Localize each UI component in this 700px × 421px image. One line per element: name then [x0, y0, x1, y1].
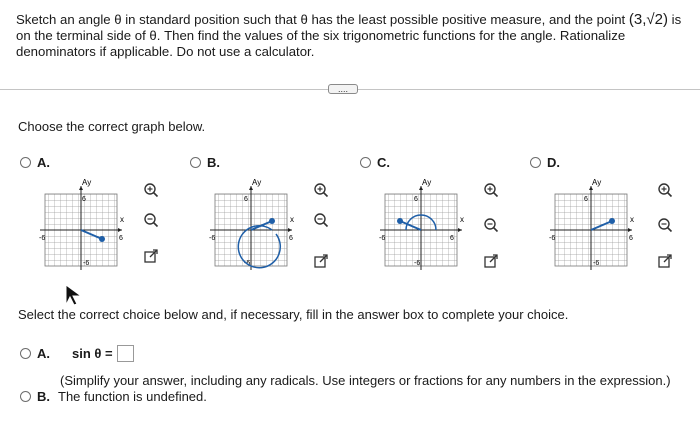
graph-b [206, 176, 296, 272]
y-axis-label: Ay [82, 178, 92, 187]
external-link-icon[interactable] [656, 252, 674, 270]
graph-option-c[interactable] [360, 155, 390, 170]
answer-a-letter: A. [37, 346, 50, 361]
select-prompt: Select the correct choice below and, if necessary, fill in the answer box to complete your choice. [18, 307, 569, 322]
graph-option-d[interactable] [530, 155, 560, 170]
x-arrow-icon [288, 228, 292, 232]
answer-choice-a[interactable] [20, 345, 134, 362]
option-c-label: C. [377, 155, 390, 170]
tick-label-y-pos: 6 [82, 196, 86, 203]
terminal-point [609, 218, 615, 224]
answer-b-letter: B. [37, 389, 50, 404]
radio-d[interactable] [530, 157, 541, 168]
tick-label-x-pos: 6 [450, 235, 454, 242]
option-d-label: D. [547, 155, 560, 170]
choose-prompt: Choose the correct graph below. [18, 119, 206, 134]
answer-b-text: The function is undefined. [58, 389, 207, 404]
graph-c [376, 176, 466, 272]
external-link-icon[interactable] [142, 247, 160, 265]
zoom-in-icon[interactable] [312, 181, 330, 199]
tick-label-x-pos: 6 [289, 235, 293, 242]
tick-label-y-neg: -6 [414, 260, 421, 267]
answer-hint: (Simplify your answer, including any radicals. Use integers or fractions for any numbers in the expression.) [60, 373, 671, 388]
graph-option-a[interactable] [20, 155, 50, 170]
radio-b[interactable] [190, 157, 201, 168]
problem-point: (3,√2) [628, 11, 668, 28]
tick-label-y-pos: 6 [584, 196, 588, 203]
x-axis-label: x [460, 215, 464, 224]
x-arrow-icon [118, 228, 122, 232]
more-button[interactable]: .... [328, 84, 358, 94]
terminal-point [269, 218, 275, 224]
problem-statement [16, 12, 696, 60]
graph-d [546, 176, 636, 272]
x-arrow-icon [628, 228, 632, 232]
tick-label-x-neg: -6 [379, 235, 386, 242]
tick-label-x-neg: -6 [209, 235, 216, 242]
terminal-point [397, 218, 403, 224]
external-link-icon[interactable] [312, 252, 330, 270]
graph-option-b[interactable] [190, 155, 220, 170]
cursor-arrow-icon [62, 283, 84, 307]
x-axis-label: x [630, 215, 634, 224]
external-link-icon[interactable] [482, 252, 500, 270]
tick-label-y-neg: -6 [244, 260, 251, 267]
graph-a [36, 176, 126, 272]
answer-input[interactable] [117, 345, 134, 362]
tick-label-y-pos: 6 [244, 196, 248, 203]
tick-label-y-pos: 6 [414, 196, 418, 203]
zoom-in-icon[interactable] [656, 181, 674, 199]
x-axis-label: x [290, 215, 294, 224]
y-axis-label: Ay [252, 178, 262, 187]
option-a-label: A. [37, 155, 50, 170]
answer-choice-b[interactable] [20, 389, 207, 404]
terminal-point [99, 236, 105, 242]
tick-label-y-neg: -6 [593, 260, 600, 267]
radio-c[interactable] [360, 157, 371, 168]
sin-label: sin θ = [72, 346, 113, 361]
zoom-in-icon[interactable] [482, 181, 500, 199]
zoom-out-icon[interactable] [142, 211, 160, 229]
radio-answer-a[interactable] [20, 348, 31, 359]
zoom-in-icon[interactable] [142, 181, 160, 199]
x-arrow-icon [458, 228, 462, 232]
problem-text-1: Sketch an angle θ in standard position such that θ has the least possible positive measure, and the point [16, 12, 629, 27]
tick-label-x-pos: 6 [629, 235, 633, 242]
option-b-label: B. [207, 155, 220, 170]
tick-label-y-neg: -6 [83, 260, 90, 267]
x-axis-label: x [120, 215, 124, 224]
tick-label-x-neg: -6 [549, 235, 556, 242]
tick-label-x-pos: 6 [119, 235, 123, 242]
radio-a[interactable] [20, 157, 31, 168]
problem-text-2: is on the terminal side of θ. Then find the values of the six trigonometric functions for the angle. Rationalize denominators if applicable. Do not use a calculator. [16, 12, 682, 59]
zoom-out-icon[interactable] [312, 211, 330, 229]
y-axis-label: Ay [422, 178, 432, 187]
zoom-out-icon[interactable] [482, 216, 500, 234]
y-axis-label: Ay [592, 178, 602, 187]
radio-answer-b[interactable] [20, 391, 31, 402]
tick-label-x-neg: -6 [39, 235, 46, 242]
zoom-out-icon[interactable] [656, 216, 674, 234]
